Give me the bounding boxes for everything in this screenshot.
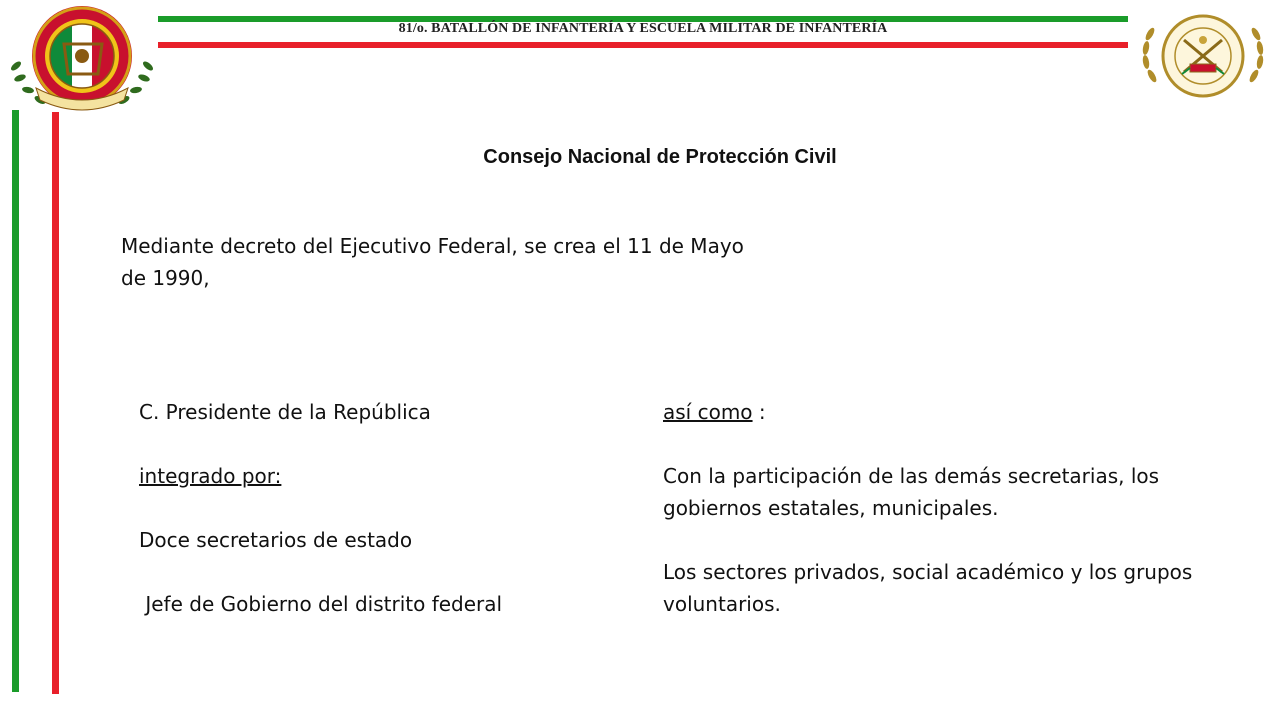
left-red-rule [52, 112, 59, 694]
intro-paragraph: Mediante decreto del Ejecutivo Federal, se crea el 11 de Mayo de 1990, [121, 234, 744, 290]
header-red-rule [158, 42, 1128, 48]
secretaries-line: Doce secretarios de estado [139, 528, 413, 552]
left-column [139, 396, 619, 620]
right-column [663, 396, 1233, 620]
as-well-as-label: así como [663, 400, 753, 424]
page-title: Consejo Nacional de Protección Civil [483, 146, 837, 168]
integrated-by-label: integrado por: [139, 464, 282, 488]
head-of-government-line: Jefe de Gobierno del distrito federal [139, 592, 503, 616]
educacion-militar-seal-icon [6, 4, 158, 116]
sectors-paragraph: Los sectores privados, social académico y los grupos voluntarios. [663, 560, 1193, 616]
header-title: 81/o. BATALLÓN DE INFANTERÍA Y ESCUELA MILITAR DE INFANTERÍA [398, 21, 888, 36]
left-green-rule [12, 110, 19, 692]
as-well-as-heading [663, 396, 1233, 428]
participation-paragraph: Con la participación de las demás secretarias, los gobiernos estatales, municipales. [663, 464, 1160, 520]
president-line: C. Presidente de la República [139, 400, 431, 424]
batallon-infanteria-emblem-icon [1130, 4, 1276, 110]
as-well-as-colon: : [752, 400, 766, 424]
